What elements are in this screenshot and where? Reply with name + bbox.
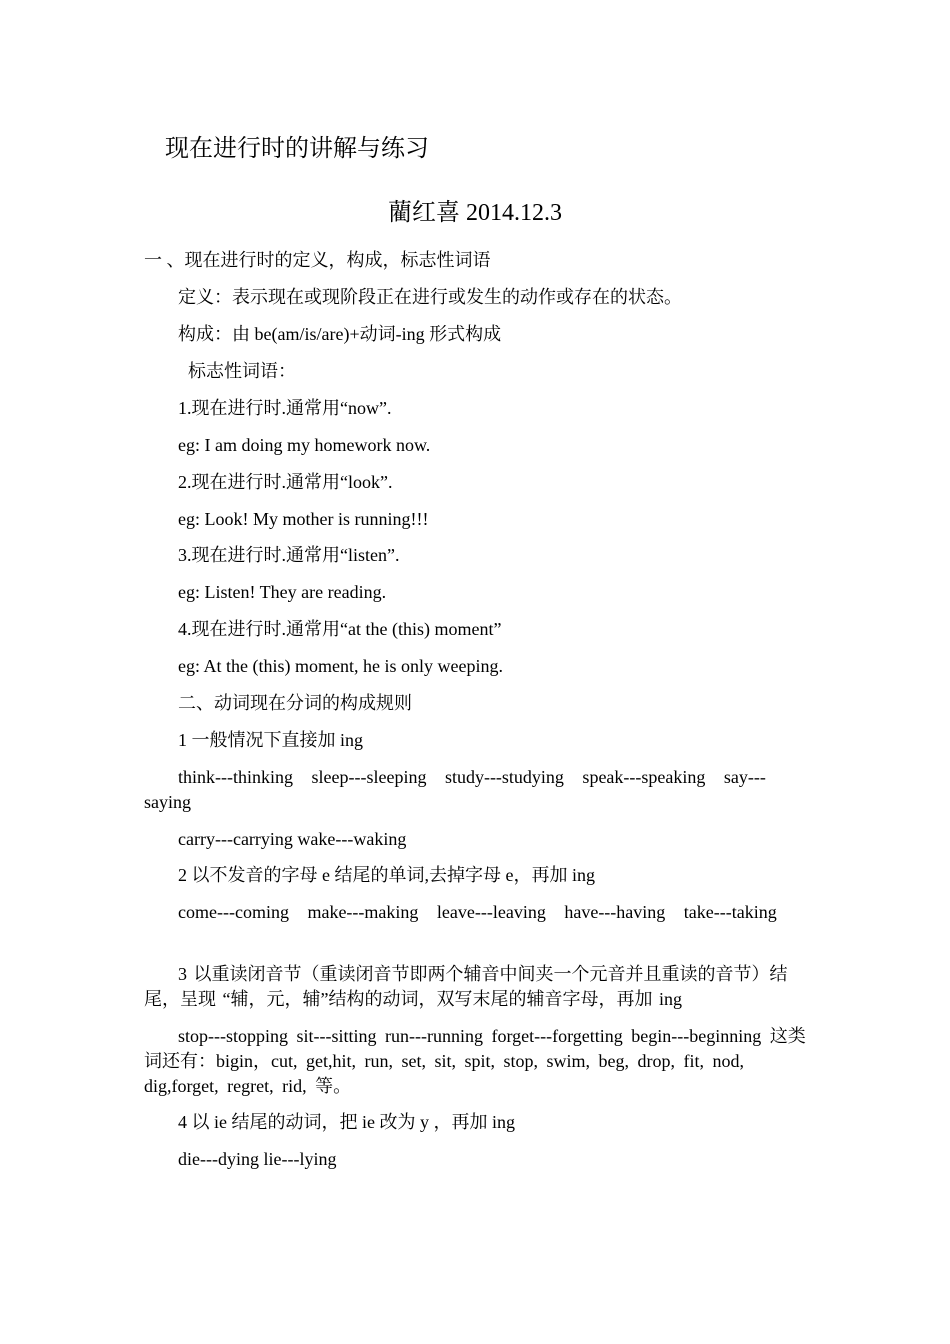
marker-example: eg: At the (this) moment, he is only weeping. — [178, 656, 503, 676]
marker-rule: 2.现在进行时.通常用“look”. — [178, 472, 393, 492]
marker-example: eg: Look! My mother is running!!! — [178, 509, 429, 529]
marker-example: eg: Listen! They are reading. — [178, 582, 387, 602]
rule-title: 3 以重读闭音节（重读闭音节即两个辅音中间夹一个元音并且重读的音节）结尾，呈现 “辅，元，辅”结构的动词，双写末尾的辅音字母，再加 ing — [144, 964, 788, 1009]
section1-heading: 一 、现在进行时的定义，构成，标志性词语 — [144, 250, 491, 270]
rule-title: 4 以 ie 结尾的动词，把 ie 改为 y ，再加 ing — [178, 1112, 515, 1132]
formation-text: 构成：由 be(am/is/are)+动词-ing 形式构成 — [178, 324, 502, 344]
rule-examples: stop---stopping sit---sitting run---running forget---forgetting begin---beginning 这类词还有：bigin，cut, get,hit, run, set, sit, spit, stop, swim, beg, drop, fit, nod, dig,forget, regret, rid, 等。 — [144, 1026, 806, 1096]
rule-examples: come---coming make---making leave---leaving have---having take---taking — [178, 902, 777, 922]
marker-rule: 3.现在进行时.通常用“listen”. — [178, 545, 400, 565]
definition-text: 定义：表示现在或现阶段正在进行或发生的动作或存在的状态。 — [178, 287, 682, 307]
rule-examples: die---dying lie---lying — [178, 1149, 337, 1169]
document-title: 现在进行时的讲解与练习 — [165, 136, 429, 162]
rule-examples: think---thinking sleep---sleeping study---studying speak---speaking say---saying — [144, 767, 766, 812]
markers-heading: 标志性词语： — [188, 361, 296, 381]
section2-heading: 二、动词现在分词的构成规则 — [178, 693, 412, 713]
marker-rule: 1.现在进行时.通常用“now”. — [178, 398, 392, 418]
rule-title: 1 一般情况下直接加 ing — [178, 730, 364, 750]
author-date-line: 藺红喜 2014.12.3 — [388, 200, 562, 226]
marker-rule: 4.现在进行时.通常用“at the (this) moment” — [178, 619, 502, 639]
rule-examples: carry---carrying wake---waking — [178, 829, 407, 849]
marker-example: eg: I am doing my homework now. — [178, 435, 431, 455]
rule-title: 2 以不发音的字母 e 结尾的单词,去掉字母 e，再加 ing — [178, 865, 595, 885]
